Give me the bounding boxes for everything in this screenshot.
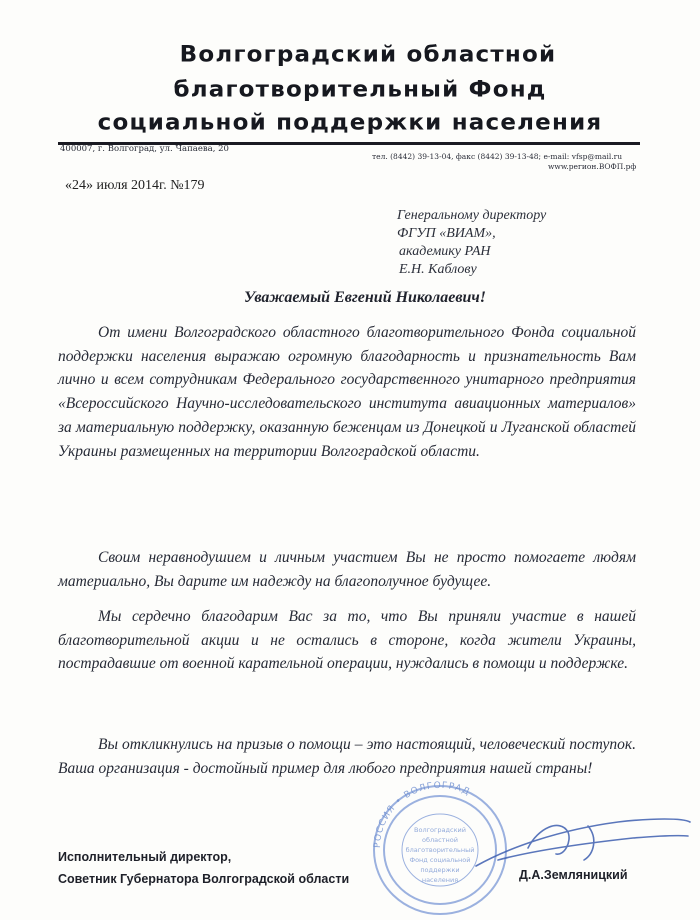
body-paragraph-3	[58, 605, 636, 676]
paragraph-text: От имени Волгоградского областного благотворительного Фонда социальной поддержки населения выражаю огромную благодарность и признательность Вам лично и всем сотрудникам Федерального государственного унитарного предприятия «Всероссийского Научно-исследовательского института авиационных материалов» за материальную поддержку, оказанную беженцам из Донецкой и Луганской областей Украины размещенных на территории Волгоградской области.	[58, 324, 636, 460]
letterhead-address: 400007, г. Волгоград, ул. Чапаева, 20	[60, 144, 229, 154]
addressee-line: ФГУП «ВИАМ»,	[397, 226, 496, 241]
letterhead-contacts: тел. (8442) 39-13-04, факс (8442) 39-13-48; e-mail: vfsp@mail.ru	[372, 152, 623, 161]
addressee-line: Е.Н. Каблову	[399, 262, 477, 277]
paragraph-text: Мы сердечно благодарим Вас за то, что Вы приняли участие в нашей благотворительной акции и не остались в стороне, когда жители Украины, пострадавшие от военной карательной операции, нуждались в помощи и поддержке.	[58, 608, 636, 673]
paragraph-text: Своим неравнодушием и личным участием Вы не просто помогаете людям материально, Вы дарите им надежду на благополучное будущее.	[58, 549, 636, 590]
svg-text:Фонд социальной: Фонд социальной	[409, 856, 471, 864]
addressee-line: Генеральному директору	[397, 208, 547, 223]
signatory-title-line: Исполнительный директор,	[58, 850, 232, 864]
svg-text:населения: населения	[421, 876, 459, 884]
salutation: Уважаемый Евгений Николаевич!	[243, 289, 487, 306]
letterhead-line-2: благотворительный Фонд	[173, 77, 547, 103]
body-paragraph-2	[58, 546, 636, 593]
date-and-number: «24» июля 2014г. №179	[65, 178, 205, 193]
signatory-title	[58, 846, 349, 890]
body-paragraph-1	[58, 321, 636, 463]
addressee-line: академику РАН	[399, 244, 491, 259]
svg-text:Волгоградский: Волгоградский	[414, 826, 466, 834]
svg-text:областной: областной	[422, 836, 458, 844]
letterhead-line-3: социальной поддержки населения	[97, 110, 603, 136]
letterhead-line-1: Волгоградский областной	[179, 42, 557, 68]
svg-text:благотворительный: благотворительный	[405, 846, 475, 854]
letterhead-website: www.регион.ВОФП.рф	[548, 162, 637, 171]
stamp-ring-text: РОССИЯ • ВОЛГОГРАД	[372, 780, 472, 849]
addressee-block	[397, 207, 546, 279]
body-paragraph-4	[58, 733, 636, 780]
signatory-name: Д.А.Земляницкий	[519, 868, 628, 882]
paragraph-text: Вы откликнулись на призыв о помощи – это настоящий, человеческий поступок. Ваша организация - достойный пример для любого предприятия нашей страны!	[58, 736, 636, 777]
svg-text:поддержки: поддержки	[420, 866, 460, 874]
signatory-title-line: Советник Губернатора Волгоградской области	[58, 872, 350, 886]
